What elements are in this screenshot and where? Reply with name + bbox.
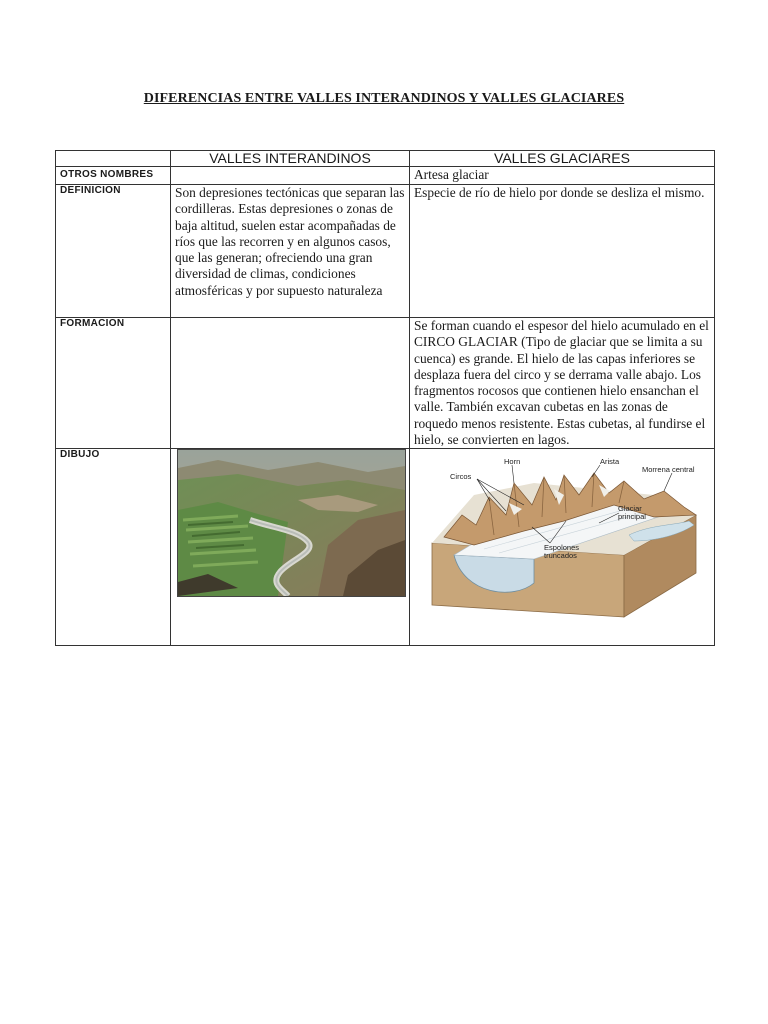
cell-definicion-interandinos: Son depresiones tectónicas que separan las cordilleras. Estas depresiones o zonas de baja altitud, suelen estar acompañadas de ríos que las recorren y en algunos casos, que las generan; ofreciendo una gran diversidad de climas, condiciones atmosféricas y por supuesto naturaleza <box>171 185 410 318</box>
diagram-label-horn: Horn <box>504 457 521 467</box>
column-header-glaciares: VALLES GLACIARES <box>410 151 715 167</box>
header-row <box>56 151 715 167</box>
document-title: DIFERENCIAS ENTRE VALLES INTERANDINOS Y VALLES GLACIARES <box>143 91 625 106</box>
cell-formacion-interandinos <box>171 318 410 449</box>
cell-dibujo-glaciares <box>410 449 715 646</box>
table-row-dibujo <box>56 449 715 646</box>
glacial-valley-diagram <box>414 455 710 625</box>
column-header-interandinos: VALLES INTERANDINOS <box>171 151 410 167</box>
comparison-table <box>55 150 715 646</box>
diagram-label-truncados: truncados <box>544 551 577 561</box>
row-label-definicion: DEFINICION <box>56 185 171 318</box>
cell-dibujo-interandinos <box>171 449 410 646</box>
diagram-label-glaciar: Glaciar <box>618 504 642 514</box>
table-row-otros-nombres <box>56 167 715 185</box>
diagram-label-arista: Arista <box>600 457 620 467</box>
row-label-dibujo: DIBUJO <box>56 449 171 646</box>
interandean-valley-photo <box>177 449 406 597</box>
diagram-label-espolones: Espolones <box>544 543 580 553</box>
diagram-label-morrena: Morrena central <box>642 465 695 475</box>
table-row-formacion <box>56 318 715 449</box>
row-label-otros-nombres: OTROS NOMBRES <box>56 167 171 185</box>
cell-definicion-glaciares: Especie de río de hielo por donde se desliza el mismo. <box>410 185 715 318</box>
corner-header-cell <box>56 151 171 167</box>
diagram-label-principal: principal <box>618 512 646 522</box>
diagram-label-circos: Circos <box>450 472 472 482</box>
row-label-formacion: FORMACION <box>56 318 171 449</box>
cell-otros-nombres-glaciares: Artesa glaciar <box>410 167 715 185</box>
cell-formacion-glaciares: Se forman cuando el espesor del hielo acumulado en el CIRCO GLACIAR (Tipo de glaciar que se limita a su cuenca) es grande. El hielo de las capas inferiores se desplaza fuera del circo y se derrama valle abajo. Los fragmentos rocosos que contienen hielo ensanchan el valle. También excavan cubetas en las zonas de roquedo menos resistente. Estas cubetas, al fundirse el hielo, se convierten en lagos. <box>410 318 715 449</box>
cell-otros-nombres-interandinos <box>171 167 410 185</box>
table-row-definicion <box>56 185 715 318</box>
